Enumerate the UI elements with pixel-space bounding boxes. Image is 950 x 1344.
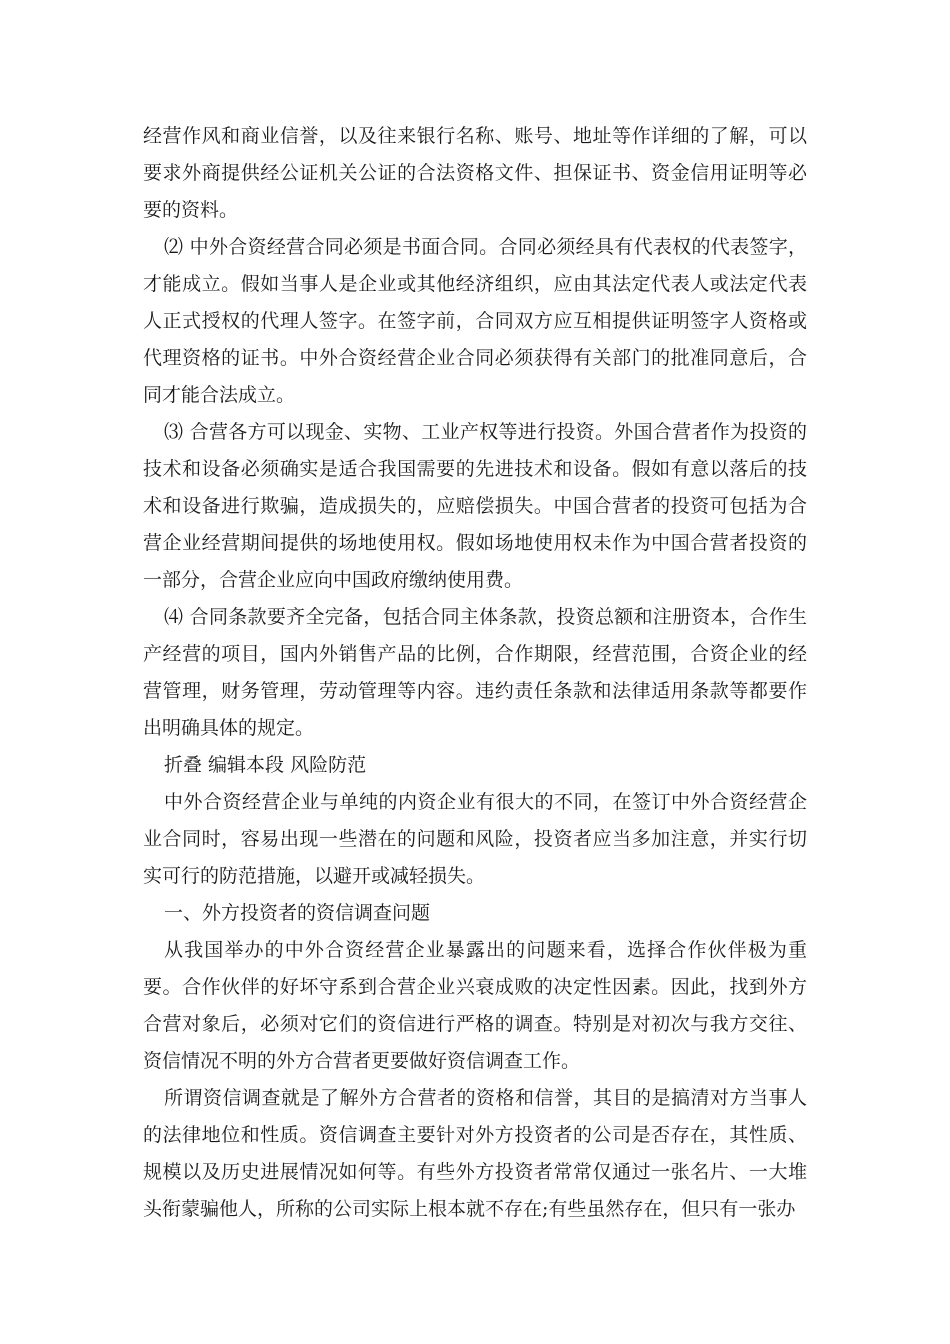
- document-body: [143, 118, 807, 1228]
- section-heading-risk-prevention: 折叠 编辑本段 风险防范: [164, 754, 367, 776]
- paragraph-clause-3: ⑶ 合营各方可以现金、实物、工业产权等进行投资。外国合营者作为投资的技术和设备必须确实是适合我国需要的先进技术和设备。假如有意以落后的技术和设备进行欺骗，造成损失的，应赔偿损失。中国合营者的投资可包括为合营企业经营期间提供的场地使用权。假如场地使用权未作为中国合营者投资的一部分，合营企业应向中国政府缴纳使用费。: [143, 421, 807, 591]
- paragraph-credit-definition: 所谓资信调查就是了解外方合营者的资格和信誉，其目的是搞清对方当事人的法律地位和性质。资信调查主要针对外方投资者的公司是否存在，其性质、规模以及历史进展情况如何等。有些外方投资者常常仅通过一张名片、一大堆头衔蒙骗他人，所称的公司实际上根本就不存在;有些虽然存在，但只有一张办: [143, 1087, 807, 1220]
- paragraph-clause-4: ⑷ 合同条款要齐全完备，包括合同主体条款，投资总额和注册资本，合作生产经营的项目，国内外销售产品的比例，合作期限，经营范围，合资企业的经营管理，财务管理，劳动管理等内容。违约责任条款和法律适用条款等都要作出明确具体的规定。: [143, 606, 807, 739]
- paragraph-partner-selection: 从我国举办的中外合资经营企业暴露出的问题来看，选择合作伙伴极为重要。合作伙伴的好坏守系到合营企业兴衰成败的决定性因素。因此，找到外方合营对象后，必须对它们的资信进行严格的调查。特别是对初次与我方交往、资信情况不明的外方合营者更要做好资信调查工作。: [143, 939, 807, 1072]
- paragraph-clause-2: ⑵ 中外合资经营合同必须是书面合同。合同必须经具有代表权的代表签字，才能成立。假如当事人是企业或其他经济组织，应由其法定代表人或法定代表人正式授权的代理人签字。在签字前，合同双方应互相提供证明签字人资格或代理资格的证书。中外合资经营企业合同必须获得有关部门的批准同意后，合同才能合法成立。: [143, 236, 807, 406]
- paragraph-continuation: 经营作风和商业信誉，以及往来银行名称、账号、地址等作详细的了解，可以要求外商提供经公证机关公证的合法资格文件、担保证书、资金信用证明等必要的资料。: [143, 125, 807, 221]
- paragraph-risk-intro: 中外合资经营企业与单纯的内资企业有很大的不同，在签订中外合资经营企业合同时，容易出现一些潜在的问题和风险，投资者应当多加注意，并实行切实可行的防范措施，以避开或减轻损失。: [143, 791, 807, 887]
- subheading-credit-investigation: 一、外方投资者的资信调查问题: [164, 902, 431, 924]
